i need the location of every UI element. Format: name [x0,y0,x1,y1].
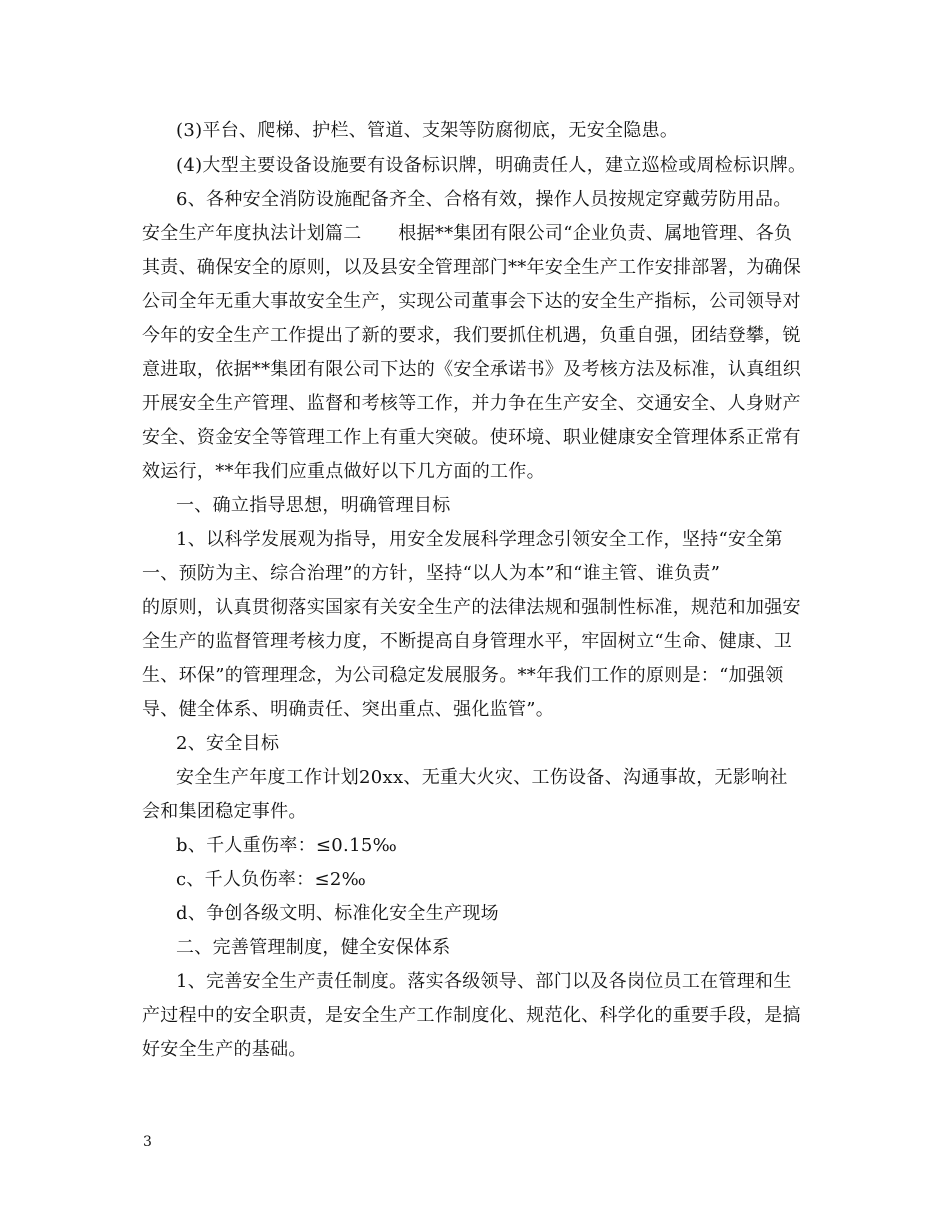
list-item [0,865,950,895]
section-heading [0,491,950,521]
text-line [0,287,950,317]
text-line [0,1001,950,1031]
line-text: 6、各种安全消防设施配备齐全、合格有效，操作人员按规定穿戴劳防用品。 [176,189,792,210]
text-line [0,695,950,725]
line-text: 安全生产年度执法计划篇二 根据**集团有限公司“企业负责、属地管理、各负 [142,223,793,244]
text-line [0,116,950,146]
line-text: 会和集团稳定事件。 [142,801,307,822]
list-item [0,831,950,861]
text-line [0,355,950,385]
text-line [0,389,950,419]
text-line [0,185,950,215]
line-text: 安全、资金安全等管理工作上有重大突破。使环境、职业健康安全管理体系正常有 [142,427,801,448]
line-text: 2、安全目标 [176,733,280,754]
line-text: 产过程中的安全职责，是安全生产工作制度化、规范化、科学化的重要手段，是搞 [142,1005,801,1026]
line-text: 其责、确保安全的原则，以及县安全管理部门**年安全生产工作安排部署，为确保 [142,257,802,278]
line-text: d、争创各级文明、标准化安全生产现场 [176,903,499,924]
line-text: 一、确立指导思想，明确管理目标 [176,495,451,516]
section-heading [0,729,950,759]
line-text: 公司全年无重大事故安全生产，实现公司董事会下达的安全生产指标，公司领导对 [142,291,801,312]
line-text: 导、健全体系、明确责任、突出重点、强化监管”。 [142,699,555,720]
text-line [0,627,950,657]
line-text: 开展安全生产管理、监督和考核等工作，并力争在生产安全、交通安全、人身财产 [142,393,801,414]
text-line [0,151,950,181]
line-text: 全生产的监督管理考核力度，不断提高自身管理水平，牢固树立“生命、健康、卫 [142,631,792,652]
line-text: 生、环保”的管理理念，为公司稳定发展服务。**年我们工作的原则是：“加强领 [142,665,784,686]
text-line [0,525,950,555]
text-line [0,253,950,283]
text-line [0,593,950,623]
page-number: 3 [143,1134,152,1150]
text-line [0,967,950,997]
text-line [0,457,950,487]
line-text: 今年的安全生产工作提出了新的要求，我们要抓住机遇，负重自强，团结登攀，锐 [142,325,801,346]
text-line [0,661,950,691]
line-text: 1、以科学发展观为指导，用安全发展科学理念引领安全工作，坚持“安全第 [176,529,783,550]
text-line [0,219,950,249]
text-line [0,797,950,827]
line-text: 好安全生产的基础。 [142,1039,307,1060]
line-text: (4)大型主要设备设施要有设备标识牌，明确责任人，建立巡检或周检标识牌。 [176,155,807,176]
line-text: 一、预防为主、综合治理”的方针，坚持“以人为本”和“谁主管、谁负责” [142,563,721,584]
line-text: 二、完善管理制度，健全安保体系 [176,937,451,958]
list-item [0,899,950,929]
line-text: 效运行，**年我们应重点做好以下几方面的工作。 [142,461,545,482]
text-line [0,559,950,589]
text-line [0,423,950,453]
line-text: b、千人重伤率：≤0.15‰ [176,835,398,856]
text-line [0,321,950,351]
line-text: 意进取，依据**集团有限公司下达的《安全承诺书》及考核方法及标准，认真组织 [142,359,802,380]
line-text: 1、完善安全生产责任制度。落实各级领导、部门以及各岗位员工在管理和生 [176,971,792,992]
line-text: c、千人负伤率：≤2‰ [176,869,367,890]
line-text: 安全生产年度工作计划20xx、无重大火灾、工伤设备、沟通事故，无影响社 [176,767,788,788]
line-text: 的原则，认真贯彻落实国家有关安全生产的法律法规和强制性标准，规范和加强安 [142,597,801,618]
text-line [0,763,950,793]
section-heading [0,933,950,963]
text-line [0,1035,950,1065]
line-text: (3)平台、爬梯、护栏、管道、支架等防腐彻底，无安全隐患。 [176,120,679,141]
